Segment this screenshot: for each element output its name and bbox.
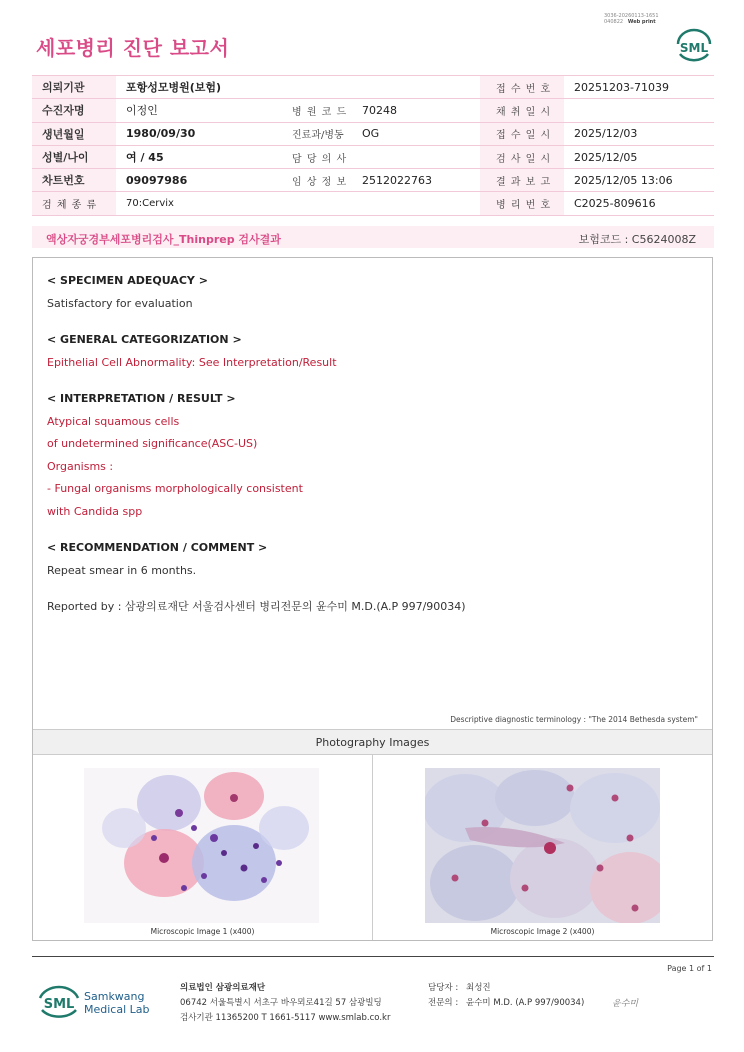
recommendation-text: Repeat smear in 6 months. xyxy=(47,563,197,577)
logo-text: SML xyxy=(679,41,709,55)
exam-date-value: 2025/12/05 xyxy=(564,145,714,168)
collect-date-value xyxy=(564,99,714,122)
patient-value: 이정인 xyxy=(116,99,276,122)
table-row xyxy=(32,76,714,99)
photo-cell-2 xyxy=(373,755,712,940)
page-title: 세포병리 진단 보고서 xyxy=(36,36,230,60)
photo-caption-1: Microscopic Image 1 (x400) xyxy=(150,927,255,936)
table-row xyxy=(32,192,714,215)
hospital-code-label: 병 원 코 드 xyxy=(276,99,352,122)
dept-label: 진료과/병동 xyxy=(276,122,352,145)
interpretation-heading: < INTERPRETATION / RESULT > xyxy=(47,392,236,405)
logo-name-line1: Samkwang xyxy=(84,990,145,1003)
interpretation-line: of undetermined significance(ASC-US) xyxy=(47,437,258,450)
recommendation-heading: < RECOMMENDATION / COMMENT > xyxy=(47,541,268,554)
adequacy-text: Satisfactory for evaluation xyxy=(47,296,193,310)
doc-code-line1: 3036-20260113-1651 xyxy=(604,13,659,19)
requester-label: 의뢰기관 xyxy=(32,76,116,99)
specimen-value: 70:Cervix xyxy=(116,192,480,215)
report-date-label: 결 과 보 고 xyxy=(480,169,564,192)
hospital-code-value: 70248 xyxy=(352,99,480,122)
requester-value: 포항성모병원(보험) xyxy=(116,76,480,99)
receipt-no-value: 20251203-71039 xyxy=(564,76,714,99)
interpretation-line: Atypical squamous cells xyxy=(47,414,180,428)
web-print-label: Web print xyxy=(627,19,656,25)
footer-divider xyxy=(32,956,714,957)
report-date-value: 2025/12/05 13:06 xyxy=(564,169,714,192)
table-row xyxy=(32,122,714,145)
staff-name: 최성진 xyxy=(466,983,491,993)
exam-date-label: 검 사 일 시 xyxy=(480,145,564,168)
clinical-value: 2512022763 xyxy=(352,169,480,192)
category-text: Epithelial Cell Abnormality: See Interpretation/Result xyxy=(47,355,337,369)
doctor-label: 담 당 의 사 xyxy=(276,145,352,168)
pathology-no-label: 병 리 번 호 xyxy=(480,192,564,215)
doctor-value xyxy=(352,145,480,168)
table-row xyxy=(32,145,714,168)
staff-label: 담당자 : xyxy=(428,983,459,993)
chart-value: 09097986 xyxy=(116,169,276,192)
photo-caption-2: Microscopic Image 2 (x400) xyxy=(490,927,595,936)
interpretation-line: with Candida spp xyxy=(47,504,143,518)
dept-value: OG xyxy=(352,122,480,145)
insurance-code: 보험코드 : C5624008Z xyxy=(578,233,696,246)
microscopic-image-1[interactable] xyxy=(84,768,319,923)
adequacy-heading: < SPECIMEN ADEQUACY > xyxy=(47,274,208,287)
receipt-date-label: 접 수 일 시 xyxy=(480,122,564,145)
terminology-note: Descriptive diagnostic terminology : "The 2014 Bethesda system" xyxy=(450,715,698,724)
logo-name-line2: Medical Lab xyxy=(84,1003,150,1016)
interpretation-line: Organisms : xyxy=(47,459,114,473)
birth-value: 1980/09/30 xyxy=(116,122,276,145)
sex-age-label: 성별/나이 xyxy=(32,145,116,168)
org-contact: 검사기관 11365200 T 1661-5117 www.smlab.co.kr xyxy=(180,1013,391,1023)
specialist-label: 전문의 : xyxy=(428,998,459,1008)
footer-staff xyxy=(428,981,584,1011)
category-heading: < GENERAL CATEGORIZATION > xyxy=(47,333,242,346)
result-box xyxy=(32,257,713,941)
table-row xyxy=(32,99,714,122)
clinical-label: 임 상 정 보 xyxy=(276,169,352,192)
page-number: Page 1 of 1 xyxy=(667,964,712,973)
interpretation-line: - Fungal organisms morphologically consistent xyxy=(47,482,303,495)
sex-age-value: 여 / 45 xyxy=(116,145,276,168)
logo-text: SML xyxy=(43,997,75,1012)
collect-date-label: 채 취 일 시 xyxy=(480,99,564,122)
test-bar xyxy=(32,226,714,248)
document-code xyxy=(604,13,684,25)
patient-info-table xyxy=(32,75,714,216)
sml-logo xyxy=(672,28,716,64)
receipt-date-value: 2025/12/03 xyxy=(564,122,714,145)
pathology-no-value: C2025-809616 xyxy=(564,192,714,215)
test-name: 액상자궁경부세포병리검사_Thinprep 검사결과 xyxy=(46,233,281,246)
chart-label: 차트번호 xyxy=(32,169,116,192)
org-address: 06742 서울특별시 서초구 바우뫼로41길 57 삼광빌딩 xyxy=(180,998,382,1008)
specimen-label: 검 체 종 류 xyxy=(32,192,116,215)
table-row xyxy=(32,169,714,192)
result-body xyxy=(47,270,466,619)
receipt-no-label: 접 수 번 호 xyxy=(480,76,564,99)
photo-cell-1 xyxy=(33,755,373,940)
footer-organization xyxy=(180,981,390,1026)
birth-label: 생년월일 xyxy=(32,122,116,145)
specialist-name: 윤수미 M.D. (A.P 997/90034) xyxy=(466,998,585,1008)
doc-code-line2: 040822 xyxy=(604,19,624,25)
patient-label: 수진자명 xyxy=(32,99,116,122)
samkwang-logo xyxy=(36,978,156,1026)
org-name: 의료법인 삼광의료재단 xyxy=(180,983,266,993)
microscopic-image-2[interactable] xyxy=(425,768,660,923)
signature: 윤수미 xyxy=(612,999,639,1009)
reported-by: Reported by : 삼광의료재단 서울검사센터 병리전문의 윤수미 M.D.(A.P 997/90034) xyxy=(47,600,466,613)
photo-heading: Photography Images xyxy=(33,729,712,755)
